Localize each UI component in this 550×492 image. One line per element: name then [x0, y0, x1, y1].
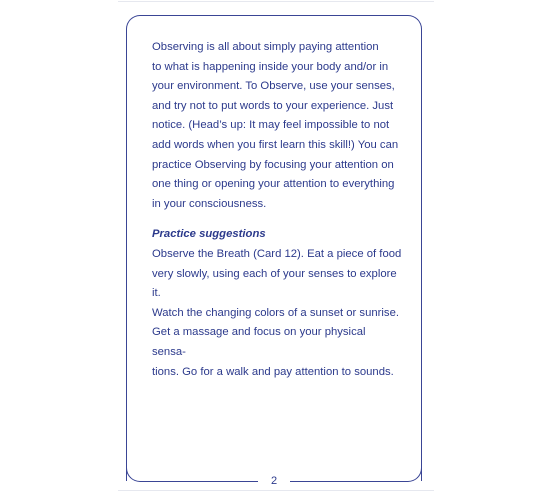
card-content: [152, 38, 402, 382]
intro-line: practice Observing by focusing your attention on: [152, 158, 394, 171]
suggestion-line: Get a massage and focus on your physical sensa-: [152, 326, 366, 358]
bottom-divider: [118, 490, 434, 491]
intro-line: and try not to put words to your experience. Just: [152, 99, 394, 112]
suggestion-line: Observe the Breath (Card 12). Eat a piece of food: [152, 247, 402, 260]
suggestions-paragraph: [152, 245, 402, 382]
intro-line: in your consciousness.: [152, 197, 267, 210]
intro-line: to what is happening inside your body and/or in: [152, 60, 389, 73]
card-frame-bottom-right: [290, 466, 422, 482]
intro-paragraph: [152, 38, 402, 214]
card-frame-bottom-left: [126, 466, 258, 482]
intro-line: your environment. To Observe, use your senses,: [152, 80, 395, 93]
section-heading: Practice suggestions: [152, 228, 266, 241]
suggestion-line: Watch the changing colors of a sunset or sunrise.: [152, 306, 399, 319]
intro-line: add words when you first learn this skill!) You can: [152, 138, 399, 151]
page-number: 2: [270, 475, 278, 487]
suggestion-line: tions. Go for a walk and pay attention to sounds.: [152, 365, 394, 378]
intro-line: notice. (Head’s up: It may feel impossible to not: [152, 119, 390, 132]
intro-line: Observing is all about simply paying attention: [152, 41, 379, 53]
intro-line: one thing or opening your attention to everything: [152, 178, 395, 191]
top-divider: [118, 1, 434, 2]
suggestion-line: very slowly, using each of your senses to explore it.: [152, 267, 397, 300]
